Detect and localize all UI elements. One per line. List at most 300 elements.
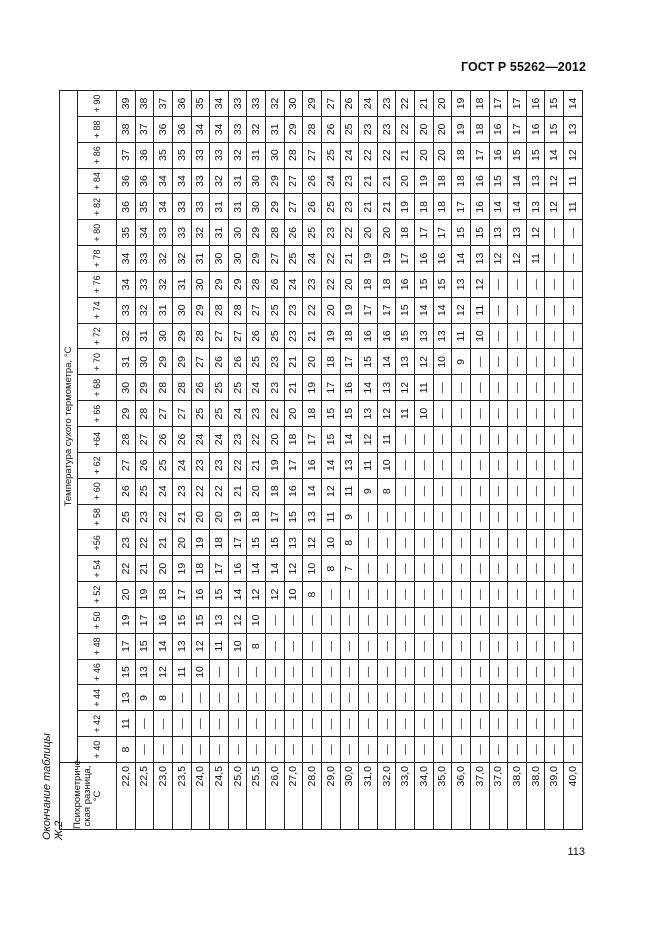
humidity-value-cell: — [526, 659, 545, 685]
humidity-value-cell: 24 [210, 427, 229, 453]
humidity-value-cell: 18 [303, 401, 322, 427]
humidity-value-cell: 23 [210, 452, 229, 478]
humidity-value-cell: — [452, 633, 471, 659]
humidity-value-cell: — [359, 737, 378, 763]
humidity-value-cell: 18 [191, 556, 210, 582]
humidity-value-cell: 21 [228, 478, 247, 504]
humidity-value-cell: 22 [396, 91, 415, 117]
humidity-value-cell: — [135, 737, 154, 763]
humidity-value-cell: 36 [172, 116, 191, 142]
humidity-value-cell: 25 [210, 401, 229, 427]
humidity-value-cell: 27 [117, 452, 136, 478]
humidity-value-cell: 12 [545, 168, 564, 194]
humidity-value-cell: 39 [117, 91, 136, 117]
humidity-value-cell: — [545, 220, 564, 246]
humidity-value-cell: — [545, 349, 564, 375]
humidity-value-cell: — [526, 711, 545, 737]
humidity-value-cell: 37 [117, 142, 136, 168]
humidity-value-cell: 21 [154, 530, 173, 556]
humidity-value-cell: 9 [340, 504, 359, 530]
humidity-value-cell: 25 [191, 401, 210, 427]
psychrometric-difference-cell: 25,0 [228, 763, 247, 830]
humidity-value-cell: — [172, 737, 191, 763]
humidity-value-cell: 23 [284, 297, 303, 323]
humidity-value-cell: — [545, 737, 564, 763]
humidity-value-cell: 9 [359, 478, 378, 504]
humidity-value-cell: 23 [340, 168, 359, 194]
humidity-value-cell: — [564, 582, 583, 608]
humidity-value-cell: 30 [154, 323, 173, 349]
humidity-value-cell: 12 [377, 401, 396, 427]
humidity-value-cell: 10 [247, 607, 266, 633]
humidity-value-cell: — [545, 556, 564, 582]
humidity-value-cell: 36 [172, 91, 191, 117]
humidity-value-cell: — [377, 633, 396, 659]
humidity-value-cell: 23 [228, 427, 247, 453]
humidity-value-cell: 35 [135, 194, 154, 220]
humidity-value-cell: 17 [228, 530, 247, 556]
humidity-value-cell: 12 [415, 349, 434, 375]
humidity-value-cell: 11 [117, 711, 136, 737]
temperature-header: + 88 [78, 116, 117, 142]
humidity-value-cell: — [452, 607, 471, 633]
humidity-value-cell: — [526, 452, 545, 478]
humidity-value-cell: — [210, 659, 229, 685]
humidity-value-cell: 34 [117, 271, 136, 297]
humidity-value-cell: — [564, 711, 583, 737]
humidity-value-cell: 34 [117, 246, 136, 272]
humidity-value-cell: — [247, 711, 266, 737]
humidity-value-cell: 25 [340, 116, 359, 142]
humidity-value-cell: 18 [284, 427, 303, 453]
humidity-value-cell: 23 [117, 530, 136, 556]
humidity-value-cell: 29 [172, 323, 191, 349]
humidity-value-cell: — [545, 401, 564, 427]
humidity-value-cell: 27 [247, 297, 266, 323]
humidity-value-cell: — [526, 685, 545, 711]
humidity-value-cell: — [545, 246, 564, 272]
humidity-value-cell: — [545, 427, 564, 453]
humidity-value-cell: 9 [135, 685, 154, 711]
humidity-value-cell: 16 [303, 452, 322, 478]
humidity-value-cell: — [470, 478, 489, 504]
humidity-value-cell: — [154, 711, 173, 737]
humidity-value-cell: 12 [266, 582, 285, 608]
humidity-value-cell: — [415, 478, 434, 504]
humidity-value-cell: 14 [508, 168, 527, 194]
humidity-value-cell: — [321, 711, 340, 737]
humidity-value-cell: 27 [154, 401, 173, 427]
humidity-value-cell: — [508, 685, 527, 711]
humidity-value-cell: 25 [303, 220, 322, 246]
humidity-value-cell: — [470, 607, 489, 633]
humidity-value-cell: — [359, 685, 378, 711]
humidity-value-cell: — [545, 375, 564, 401]
humidity-value-cell: — [508, 375, 527, 401]
humidity-value-cell: — [526, 478, 545, 504]
humidity-value-cell: 19 [117, 607, 136, 633]
humidity-value-cell: — [508, 556, 527, 582]
table-row [415, 91, 434, 830]
humidity-value-cell: 31 [210, 220, 229, 246]
humidity-value-cell: 26 [117, 478, 136, 504]
humidity-value-cell: — [415, 659, 434, 685]
humidity-value-cell: 12 [526, 220, 545, 246]
humidity-value-cell: 16 [470, 168, 489, 194]
humidity-value-cell: 28 [284, 142, 303, 168]
humidity-value-cell: 23 [377, 91, 396, 117]
humidity-value-cell: — [489, 297, 508, 323]
humidity-value-cell: 20 [154, 556, 173, 582]
humidity-value-cell: 27 [172, 401, 191, 427]
humidity-value-cell: 15 [266, 530, 285, 556]
humidity-value-cell: 32 [172, 246, 191, 272]
humidity-value-cell: 10 [415, 401, 434, 427]
humidity-value-cell: 23 [321, 220, 340, 246]
humidity-value-cell: 34 [191, 116, 210, 142]
humidity-value-cell: 20 [359, 220, 378, 246]
humidity-value-cell: — [396, 711, 415, 737]
humidity-value-cell: — [377, 504, 396, 530]
humidity-value-cell: — [377, 659, 396, 685]
humidity-value-cell: — [415, 452, 434, 478]
humidity-value-cell: — [545, 633, 564, 659]
humidity-value-cell: 35 [154, 142, 173, 168]
humidity-value-cell: — [321, 737, 340, 763]
humidity-value-cell: 9 [452, 349, 471, 375]
humidity-value-cell: 13 [303, 504, 322, 530]
humidity-value-cell: — [545, 530, 564, 556]
humidity-value-cell: 34 [154, 168, 173, 194]
humidity-value-cell: 17 [452, 194, 471, 220]
humidity-value-cell: — [508, 297, 527, 323]
humidity-value-cell: 35 [191, 91, 210, 117]
humidity-value-cell: — [545, 659, 564, 685]
humidity-value-cell: 19 [452, 91, 471, 117]
humidity-value-cell: — [415, 427, 434, 453]
humidity-value-cell: 16 [470, 194, 489, 220]
humidity-value-cell: 8 [303, 582, 322, 608]
humidity-value-cell: — [266, 607, 285, 633]
humidity-value-cell: 15 [452, 220, 471, 246]
humidity-value-cell: — [377, 607, 396, 633]
humidity-value-cell: 18 [433, 194, 452, 220]
humidity-value-cell: 25 [247, 349, 266, 375]
humidity-value-cell: 25 [135, 478, 154, 504]
humidity-value-cell: 22 [303, 297, 322, 323]
psychrometric-difference-cell: 31,0 [359, 763, 378, 830]
humidity-value-cell: 17 [470, 142, 489, 168]
humidity-value-cell: — [470, 659, 489, 685]
humidity-value-cell: 19 [191, 530, 210, 556]
humidity-value-cell: 20 [210, 504, 229, 530]
humidity-value-cell: 25 [321, 194, 340, 220]
humidity-value-cell: 28 [154, 375, 173, 401]
humidity-value-cell: 38 [117, 116, 136, 142]
humidity-value-cell: — [526, 375, 545, 401]
humidity-value-cell: 14 [564, 91, 583, 117]
humidity-value-cell: 28 [266, 220, 285, 246]
humidity-value-cell: — [340, 711, 359, 737]
psychrometric-difference-cell: 27,0 [284, 763, 303, 830]
humidity-value-cell: 11 [321, 504, 340, 530]
humidity-value-cell: — [340, 633, 359, 659]
psychrometric-difference-cell: 22,5 [135, 763, 154, 830]
humidity-value-cell: — [526, 737, 545, 763]
humidity-value-cell: — [359, 504, 378, 530]
humidity-value-cell: — [489, 582, 508, 608]
humidity-value-cell: 20 [303, 349, 322, 375]
humidity-value-cell: — [564, 607, 583, 633]
psychrometric-difference-cell: 34,0 [415, 763, 434, 830]
humidity-value-cell: — [433, 504, 452, 530]
humidity-value-cell: 27 [303, 142, 322, 168]
humidity-value-cell: — [377, 711, 396, 737]
humidity-value-cell: 26 [266, 271, 285, 297]
humidity-value-cell: 14 [452, 246, 471, 272]
humidity-value-cell: — [396, 737, 415, 763]
humidity-value-cell: 29 [266, 168, 285, 194]
humidity-value-cell: — [470, 375, 489, 401]
humidity-value-cell: 10 [321, 530, 340, 556]
humidity-value-cell: 8 [154, 685, 173, 711]
humidity-value-cell: 31 [228, 194, 247, 220]
humidity-value-cell: — [470, 685, 489, 711]
table-row [284, 91, 303, 830]
table-row [117, 91, 136, 830]
humidity-value-cell: 18 [340, 323, 359, 349]
humidity-value-cell: 27 [135, 427, 154, 453]
humidity-value-cell: 11 [396, 401, 415, 427]
humidity-value-cell: 17 [489, 91, 508, 117]
humidity-value-cell: — [284, 685, 303, 711]
humidity-value-cell: 32 [154, 271, 173, 297]
humidity-value-cell: — [508, 711, 527, 737]
humidity-value-cell: — [415, 556, 434, 582]
humidity-value-cell: 14 [154, 633, 173, 659]
humidity-value-cell: 27 [191, 349, 210, 375]
humidity-value-cell: 14 [508, 194, 527, 220]
humidity-value-cell: — [433, 607, 452, 633]
humidity-value-cell: 15 [117, 659, 136, 685]
humidity-value-cell: 12 [452, 297, 471, 323]
humidity-value-cell: — [564, 297, 583, 323]
humidity-value-cell: 25 [228, 375, 247, 401]
humidity-value-cell: — [564, 271, 583, 297]
table-row [470, 91, 489, 830]
humidity-value-cell: — [340, 659, 359, 685]
humidity-value-cell: — [284, 633, 303, 659]
humidity-value-cell: — [508, 401, 527, 427]
humidity-value-cell: — [433, 556, 452, 582]
humidity-value-cell: — [321, 659, 340, 685]
humidity-value-cell: — [508, 478, 527, 504]
table-row [545, 91, 564, 830]
humidity-value-cell: 18 [470, 116, 489, 142]
humidity-value-cell: 21 [396, 142, 415, 168]
humidity-value-cell: 27 [210, 323, 229, 349]
humidity-value-cell: — [433, 582, 452, 608]
humidity-value-cell: 25 [117, 504, 136, 530]
humidity-value-cell: 12 [303, 530, 322, 556]
humidity-value-cell: — [452, 556, 471, 582]
temperature-header: + 76 [78, 271, 117, 297]
humidity-value-cell: 24 [172, 452, 191, 478]
humidity-value-cell: — [396, 504, 415, 530]
humidity-value-cell: 36 [154, 116, 173, 142]
humidity-value-cell: 15 [321, 401, 340, 427]
humidity-value-cell: 12 [154, 659, 173, 685]
humidity-value-cell: 21 [135, 556, 154, 582]
humidity-value-cell: 20 [247, 478, 266, 504]
humidity-value-cell: — [545, 452, 564, 478]
humidity-value-cell: 23 [266, 349, 285, 375]
humidity-value-cell: — [508, 530, 527, 556]
humidity-value-cell: 29 [191, 297, 210, 323]
humidity-value-cell: — [247, 659, 266, 685]
humidity-value-cell: 11 [340, 478, 359, 504]
humidity-value-cell: — [526, 556, 545, 582]
humidity-value-cell: 10 [433, 349, 452, 375]
humidity-value-cell: 13 [433, 323, 452, 349]
humidity-value-cell: — [415, 633, 434, 659]
humidity-value-cell: — [377, 556, 396, 582]
humidity-value-cell: 21 [359, 194, 378, 220]
humidity-value-cell: 27 [284, 194, 303, 220]
humidity-value-cell: 13 [470, 246, 489, 272]
humidity-value-cell: 11 [415, 375, 434, 401]
humidity-value-cell: 17 [508, 116, 527, 142]
humidity-value-cell: — [228, 737, 247, 763]
humidity-value-cell: 34 [154, 194, 173, 220]
humidity-value-cell: 11 [526, 246, 545, 272]
psychrometric-difference-cell: 39,0 [545, 763, 564, 830]
humidity-value-cell: 17 [266, 504, 285, 530]
humidity-value-cell: 21 [415, 91, 434, 117]
humidity-value-cell: 23 [303, 271, 322, 297]
humidity-value-cell: 33 [172, 194, 191, 220]
humidity-value-cell: — [452, 478, 471, 504]
humidity-value-cell: 24 [191, 427, 210, 453]
humidity-value-cell: 15 [526, 142, 545, 168]
humidity-value-cell: 19 [377, 246, 396, 272]
humidity-value-cell: 15 [247, 530, 266, 556]
humidity-value-cell: 33 [191, 194, 210, 220]
humidity-value-cell: — [284, 659, 303, 685]
humidity-value-cell: 10 [470, 323, 489, 349]
standard-header: ГОСТ Р 55262—2012 [460, 60, 586, 74]
humidity-value-cell: 24 [154, 478, 173, 504]
humidity-value-cell: — [321, 685, 340, 711]
humidity-value-cell: — [321, 582, 340, 608]
humidity-value-cell: 13 [396, 349, 415, 375]
humidity-value-cell: 26 [247, 323, 266, 349]
humidity-value-cell: — [470, 452, 489, 478]
humidity-value-cell: — [396, 452, 415, 478]
humidity-value-cell: — [433, 711, 452, 737]
humidity-value-cell: — [433, 401, 452, 427]
humidity-value-cell: 15 [191, 607, 210, 633]
humidity-value-cell: 35 [172, 142, 191, 168]
psychrometric-difference-cell: 37,0 [489, 763, 508, 830]
humidity-value-cell: 25 [266, 297, 285, 323]
humidity-value-cell: 16 [340, 375, 359, 401]
humidity-value-cell: 33 [172, 220, 191, 246]
humidity-value-cell: 30 [284, 91, 303, 117]
humidity-value-cell: 13 [415, 323, 434, 349]
humidity-value-cell: — [564, 246, 583, 272]
temperature-header: + 44 [78, 685, 117, 711]
humidity-value-cell: — [452, 452, 471, 478]
table-body [117, 91, 583, 830]
humidity-value-cell: 17 [415, 220, 434, 246]
temperature-header: + 84 [78, 168, 117, 194]
humidity-value-cell: 22 [321, 271, 340, 297]
humidity-value-cell: — [321, 607, 340, 633]
temperature-header-row [78, 91, 117, 830]
table-row [228, 91, 247, 830]
humidity-value-cell: — [303, 659, 322, 685]
humidity-value-cell: 18 [452, 168, 471, 194]
humidity-value-cell: 18 [377, 271, 396, 297]
humidity-value-cell: 30 [266, 142, 285, 168]
humidity-value-cell: — [508, 349, 527, 375]
humidity-value-cell: — [564, 737, 583, 763]
temperature-header: + 82 [78, 194, 117, 220]
humidity-value-cell: — [396, 556, 415, 582]
humidity-value-cell: 21 [377, 168, 396, 194]
humidity-value-cell: — [433, 633, 452, 659]
humidity-value-cell: 10 [303, 556, 322, 582]
temperature-header: + 46 [78, 659, 117, 685]
humidity-value-cell: 29 [210, 271, 229, 297]
humidity-value-cell: — [489, 375, 508, 401]
humidity-value-cell: 15 [433, 271, 452, 297]
humidity-value-cell: — [210, 737, 229, 763]
humidity-value-cell: 24 [284, 271, 303, 297]
humidity-value-cell: 12 [247, 582, 266, 608]
humidity-value-cell: — [135, 711, 154, 737]
humidity-value-cell: 13 [508, 220, 527, 246]
humidity-value-cell: 33 [228, 91, 247, 117]
humidity-value-cell: 22 [340, 220, 359, 246]
humidity-value-cell: — [470, 504, 489, 530]
humidity-value-cell: — [396, 633, 415, 659]
humidity-value-cell: 8 [247, 633, 266, 659]
table-row [191, 91, 210, 830]
humidity-value-cell: 19 [415, 168, 434, 194]
humidity-value-cell: 18 [210, 530, 229, 556]
humidity-value-cell: — [415, 711, 434, 737]
temperature-header: + 68 [78, 375, 117, 401]
humidity-value-cell: 16 [489, 142, 508, 168]
humidity-value-cell: — [340, 685, 359, 711]
humidity-value-cell: 22 [228, 452, 247, 478]
temperature-header: + 58 [78, 504, 117, 530]
humidity-value-cell: 36 [117, 194, 136, 220]
humidity-value-cell: 11 [470, 297, 489, 323]
table-row [359, 91, 378, 830]
humidity-value-cell: — [266, 737, 285, 763]
humidity-value-cell: — [526, 607, 545, 633]
humidity-value-cell: — [545, 711, 564, 737]
humidity-value-cell: — [340, 607, 359, 633]
humidity-value-cell: — [489, 685, 508, 711]
table-row [172, 91, 191, 830]
humidity-value-cell: — [210, 711, 229, 737]
humidity-value-cell: — [452, 659, 471, 685]
humidity-value-cell: — [433, 375, 452, 401]
